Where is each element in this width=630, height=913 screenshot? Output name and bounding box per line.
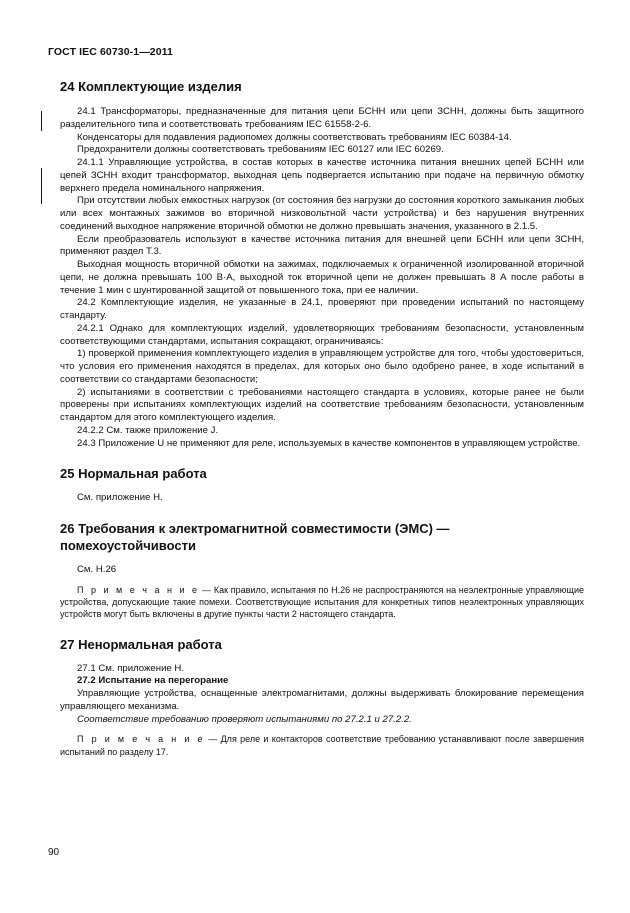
- paragraph: См. Н.26: [77, 564, 117, 575]
- paragraph: Если преобразователь используют в качестве источника питания для внешней цепи БСНН или цепи ЗСНН, применяют раздел Т.3.: [60, 233, 584, 258]
- paragraph: 24.2.1 Однако для комплектующих изделий, удовлетворяющих требованиям безопасности, установленным соответствующими стандартами, испытания сокращают, ограничиваясь:: [60, 322, 584, 347]
- paragraph: 24.1 Трансформаторы, предназначенные для питания цепи БСНН или цепи ЗСНН, должны быть защитного разделительного типа и соответствовать требованиям IEC 61558-2-6.: [60, 106, 584, 130]
- note-text: — Для реле и контакторов соответствие требованию устанавливают после завершения испытаний по разделу 17.: [60, 734, 584, 757]
- paragraph: 24.1.1 Управляющие устройства, в состав которых в качестве источника питания внешних цепей БСНН или цепей ЗСНН входит трансформатор, выходная цепь подвергается испытанию при подаче на первичную обмотку верхнего предела номинального напряжения.: [60, 157, 584, 194]
- page-content: [60, 78, 584, 758]
- section-26-title-line1: 26 Требования к электромагнитной совместимости (ЭМС) —: [60, 521, 450, 536]
- paragraph: Соответствие требованию проверяют испытаниями по 27.2.1 и 27.2.2.: [77, 713, 412, 725]
- paragraph: Предохранители должны соответствовать требованиям IEC 60127 или IEC 60269.: [77, 144, 444, 156]
- paragraph: Выходная мощность вторичной обмотки на зажимах, подключаемых к ограниченной изолированной вторичной цепи, не должна превышать 100 В·А, выходной ток вторичной цепи не должен превышать 8 А после работы в течение 1 мин с шунтированной защитой от повышенного тока, при ее наличии.: [60, 259, 584, 296]
- section-25-title: 25 Нормальная работа: [60, 466, 207, 482]
- paragraph: 24.2 Комплектующие изделия, не указанные в 24.1, проверяют при проведении испытаний по настоящему стандарту.: [60, 297, 584, 321]
- paragraph: См. приложение Н.: [77, 492, 163, 504]
- page-number: 90: [48, 847, 60, 858]
- section-27-title: 27 Ненормальная работа: [60, 636, 222, 652]
- section-24-title: 24 Комплектующие изделия: [60, 79, 242, 94]
- paragraph: При отсутствии любых емкостных нагрузок (от состояния без нагрузки до состояния короткого замыкания любых или всех монтажных зажимов во вторичной низковольтной части устройства) и без нарушения внутренних соединений выходное напряжение вторичной обмотки не должно превышать значения, указанного в 2.1.5.: [60, 195, 584, 232]
- note: [60, 584, 584, 621]
- paragraph: Конденсаторы для подавления радиопомех должны соответствовать требованиям IEC 60384-14.: [77, 131, 512, 143]
- change-bar: [41, 111, 42, 131]
- section-26-title-line2: помехоустойчивости: [60, 538, 196, 553]
- paragraph: Управляющие устройства, оснащенные электромагнитами, должны выдерживать блокирование перемещения управляющего механизма.: [60, 688, 584, 712]
- paragraph: 24.2.2 См. также приложение J.: [77, 424, 219, 436]
- note-text: — Как правило, испытания по Н.26 не распространяются на неэлектронные управляющие устройства, допускающие такие помехи. Соответствующие испытания для конкретных типов неэлектронных управляющих устройств могут быть включены в другие пункты части 2 настоящего стандарта.: [60, 584, 584, 620]
- paragraph: 2) испытаниями в соответствии с требованиями настоящего стандарта в условиях, которые ранее не были проверены при испытаниях комплектующих изделий на соответствие требованиям безопасности, установленным стандартом для этого комплектующего изделия.: [60, 386, 584, 423]
- subsection-title: 27.2 Испытание на перегорание: [77, 675, 229, 687]
- document-header: ГОСТ IEC 60730-1—2011: [48, 46, 173, 58]
- note-label: П р и м е ч а н и е: [77, 734, 205, 745]
- paragraph: 24.3 Приложение U не применяют для реле, используемых в качестве компонентов в управляющем устройстве.: [77, 437, 581, 449]
- paragraph: 1) проверкой применения комплектующего изделия в управляющем устройстве для того, чтобы удостовериться, что условия его применения находятся в пределах, для которых оно было одобрено ранее, в ходе испытаний в соответствии со стандартами безопасности;: [60, 348, 584, 385]
- paragraph: 27.1 См. приложение Н.: [77, 662, 185, 674]
- note-label: П р и м е ч а н и е: [77, 584, 200, 595]
- change-bar: [41, 168, 42, 204]
- note: [60, 733, 584, 758]
